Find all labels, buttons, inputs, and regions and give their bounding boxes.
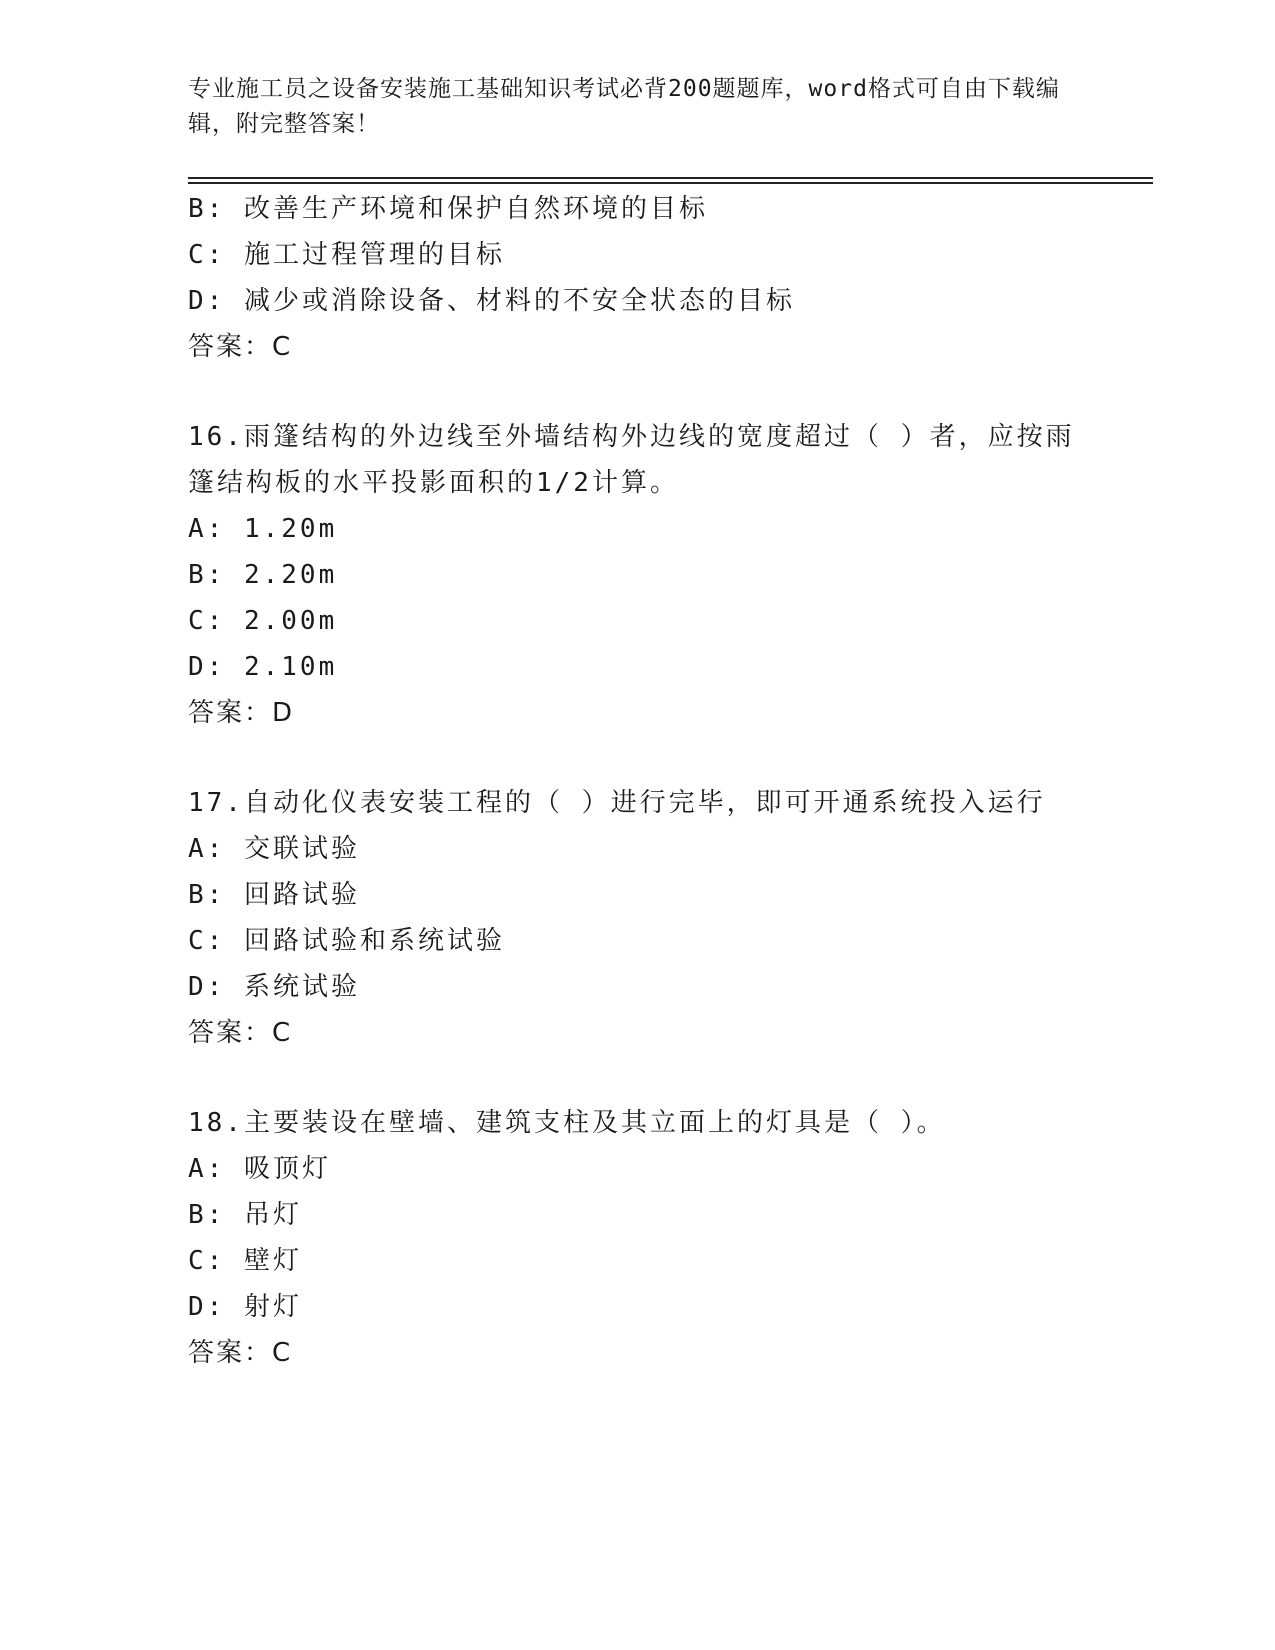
question-17 <box>188 780 1088 1056</box>
answer: 答案：C <box>188 1338 293 1368</box>
document-header: 专业施工员之设备安装施工基础知识考试必背200题题库，word格式可自由下载编辑，附完整答案！ <box>188 76 1060 137</box>
option-d: D: 2.10m <box>188 652 338 682</box>
answer: 答案：C <box>188 1018 293 1048</box>
option-d: D: 系统试验 <box>188 972 360 1002</box>
question-list <box>188 186 1088 1376</box>
option-c: C: 2.00m <box>188 606 338 636</box>
question-stem: 18.主要装设在壁墙、建筑支柱及其立面上的灯具是（ ）。 <box>188 1108 946 1138</box>
question-stem: 17.自动化仪表安装工程的（ ）进行完毕，即可开通系统投入运行 <box>188 788 1046 818</box>
header-divider-bottom <box>188 182 1153 184</box>
option-d: D: 减少或消除设备、材料的不安全状态的目标 <box>188 286 795 316</box>
option-a: A: 交联试验 <box>188 834 360 864</box>
option-b: B: 回路试验 <box>188 880 360 910</box>
question-16 <box>188 414 1088 736</box>
option-d: D: 射灯 <box>188 1292 302 1322</box>
answer: 答案：D <box>188 698 295 728</box>
option-b: B: 吊灯 <box>188 1200 302 1230</box>
answer: 答案：C <box>188 332 293 362</box>
header-divider-top <box>188 177 1153 179</box>
option-b: B: 2.20m <box>188 560 338 590</box>
option-c: C: 施工过程管理的目标 <box>188 240 505 270</box>
question-15-continued <box>188 186 1088 370</box>
option-a: A: 1.20m <box>188 514 338 544</box>
option-c: C: 回路试验和系统试验 <box>188 926 505 956</box>
option-b: B: 改善生产环境和保护自然环境的目标 <box>188 194 708 224</box>
question-18 <box>188 1100 1088 1376</box>
option-c: C: 壁灯 <box>188 1246 302 1276</box>
question-stem: 16.雨篷结构的外边线至外墙结构外边线的宽度超过（ ）者，应按雨篷结构板的水平投影面积的1/2计算。 <box>188 422 1075 498</box>
option-a: A: 吸顶灯 <box>188 1154 331 1184</box>
